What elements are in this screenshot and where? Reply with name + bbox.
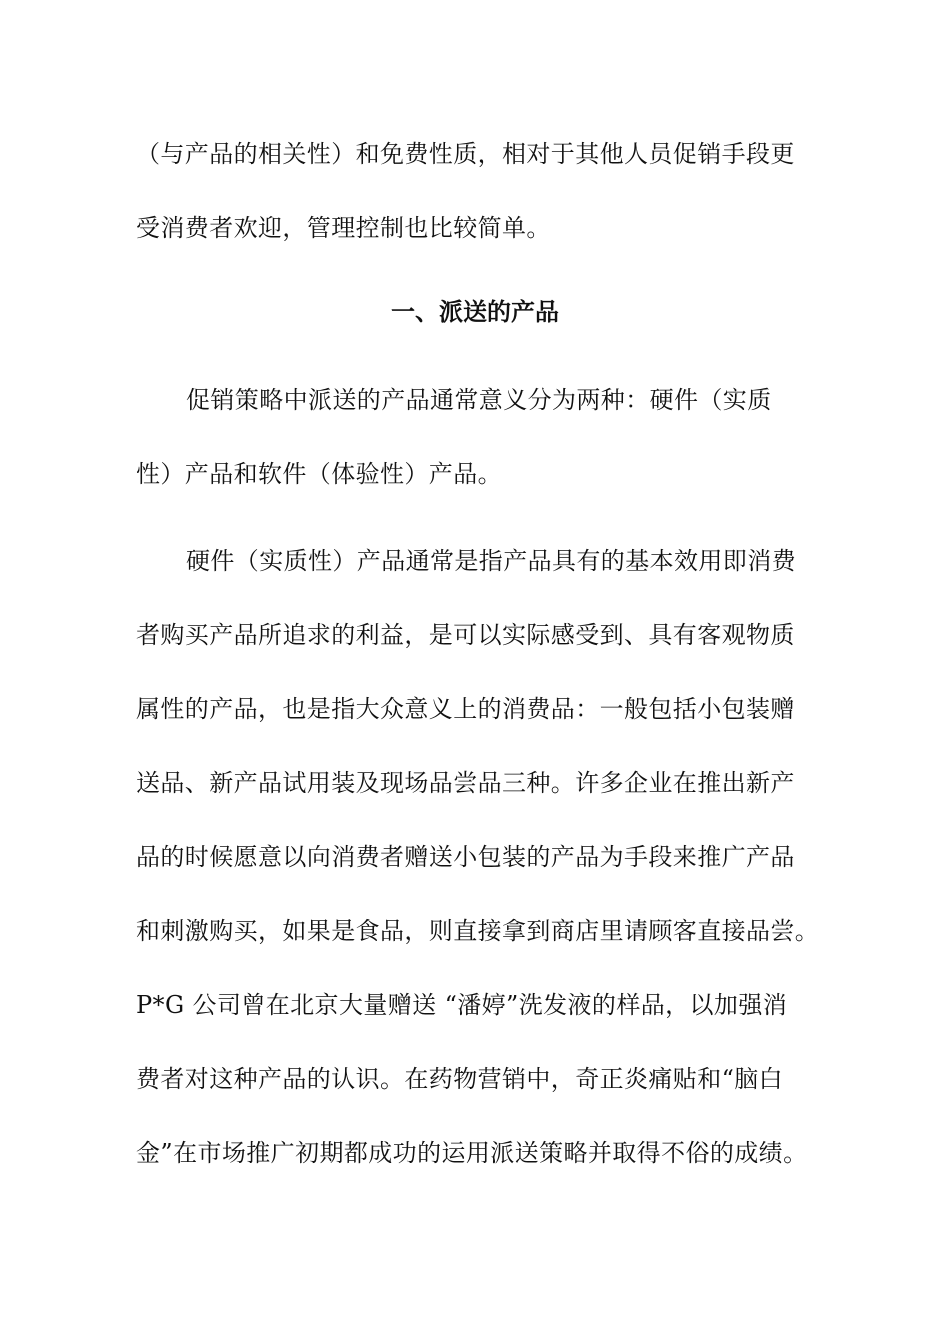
section-heading: 一、派送的产品 bbox=[391, 298, 559, 326]
text-line: 受消费者欢迎，管理控制也比较简单。 bbox=[136, 214, 551, 242]
text-line: （与产品的相关性）和免费性质，相对于其他人员促销手段更 bbox=[136, 140, 795, 168]
text-line: 费者对这种产品的认识。在药物营销中，奇正炎痛贴和“脑白 bbox=[136, 1065, 784, 1093]
text-line: 送品、新产品试用装及现场品尝品三种。许多企业在推出新产 bbox=[136, 769, 795, 797]
text-line: P*G 公司曾在北京大量赠送 “潘婷”洗发液的样品，以加强消 bbox=[136, 991, 788, 1019]
text-line: 品的时候愿意以向消费者赠送小包装的产品为手段来推广产品 bbox=[136, 843, 795, 871]
text-line: 硬件（实质性）产品通常是指产品具有的基本效用即消费 bbox=[186, 547, 796, 575]
text-line: 金”在市场推广初期都成功的运用派送策略并取得不俗的成绩。 bbox=[136, 1139, 808, 1167]
text-line: 者购买产品所追求的利益，是可以实际感受到、具有客观物质 bbox=[136, 621, 795, 649]
text-line: 属性的产品，也是指大众意义上的消费品：一般包括小包装赠 bbox=[136, 695, 795, 723]
text-line: 和刺激购买，如果是食品，则直接拿到商店里请顾客直接品尝。 bbox=[136, 917, 820, 945]
text-line: 性）产品和软件（体验性）产品。 bbox=[136, 460, 502, 488]
text-line: 促销策略中派送的产品通常意义分为两种：硬件（实质 bbox=[186, 386, 772, 414]
